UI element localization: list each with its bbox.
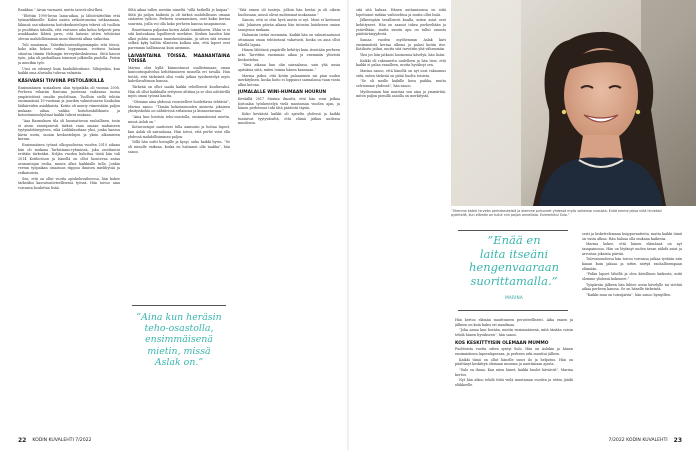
magazine-issue: 7/2022 KODIN KUVALEHTI <box>608 438 668 443</box>
paragraph: sesti ja laskettelemaan huippuvaatteita, mutta kaikki tämä on vasta alkua. Hän haluaa olla mukana kaikessa. <box>582 232 682 241</box>
page-footer-left <box>18 437 91 444</box>
paragraph: Hänen lähtönsä ympärille kehittyi kuin itsestään perheen arki. Tarvittiin enemmän aikaa ja enemmän yhteistä keskustelua. <box>238 48 340 62</box>
paragraph: Keväällä 2017 Marina ilmoitti, että hän voisi jatkaa hoitoalan työskentelyä vielä muutaman vuoden ajan, ja hänen perheensä tuki tätä päätöstä täysin. <box>238 97 340 111</box>
pull-quote-line: mietin, missä <box>147 345 211 357</box>
pull-quote-line: hengenvaaraan <box>468 260 560 275</box>
pull-quote-rule-top <box>458 230 568 231</box>
article-column-3 <box>238 8 340 400</box>
paragraph: ”Sulo on ihana. Kun näen hänet, kaikki huolet häviävät”, Marina kertoo. <box>455 368 573 377</box>
paragraph: Yksi jos hän jatkaisi huomenna kävelyä, hän lisäsi. <box>360 52 446 57</box>
paragraph: Rankkaa.” Aivan varmasti, mutta taivoti-olisi-lkeä. <box>18 8 104 12</box>
section-heading: LAIVANTAINA TÖISSÄ, MAANANTAINA TÖISSÄ <box>128 53 230 64</box>
paragraph: Marina jatkoi, että kotiin palaaminen sai pian uuden merkityksen, koska hoito ei loppunut sairaalassa vaan vasta alkoi kotona. <box>238 73 340 87</box>
paragraph: ”Joka aamu kun herään, mietin ensimmäisenä, mitä tänään voisin tehdä hänen hyväkseen”, hän sanoo. <box>455 328 573 337</box>
paragraph: ”Se oli meille kaikille kova paikka, mutta selvisimme yhdessä”, hän sanoo. <box>356 79 446 89</box>
pull-quote-line: teho-osastolla, <box>144 323 214 335</box>
portrait-photo <box>451 0 696 206</box>
paragraph: ”Olemme aina yhdessä vuorotelleet hoidettavia tehtäviä”, Marina sanoo. ”Tämän kokonaisuuden ansiosta jokainen yksityiskohta on nähtävissä erilaisena ja kiinnostavana.” <box>128 100 230 114</box>
paragraph: Puolitoista vuotta sitten syntyi Sulo. Hän on Aslakin ja hänen ensimmäinen lapsenlapsensa, ja perheen arki muuttui jälleen. <box>455 347 573 356</box>
page-number: 22 <box>18 437 27 444</box>
paragraph: Kotiavustajat saattoivat tulla aamuisin ja hoitaa lapset, kun Aslak oli sairaalassa. Hän toivoi, että perhe voisi olla yhdessä mahdollisimman paljon. <box>128 125 230 139</box>
pull-quote-rule-bottom <box>458 310 568 311</box>
pull-quote-line: Aslak on.” <box>154 356 204 368</box>
pull-quote-author: MARINA <box>505 295 523 301</box>
paragraph: Marina olisi kyllä kiinnostunut osallistumaan oman kuntoutuspalvelun kehittämiseen monella eri tavalla. Hän tietää, että tärkeintä olisi voida jatkaa työskentelyä myös kahvilavaltimon kanssa. <box>128 65 230 84</box>
paragraph: Marina sanoo, että hänellä on nyt uusi vakaumus siitä, miten tärkeää on pitää huolta toisista. <box>356 69 446 78</box>
paragraph: Jälkeenpäin tavallisesti kuulla, miten asiat ovat kehittyneet. Hän on saanut tukea perheeltään ja ystäviltään, mutta suurin apu on tullut omasta päättäväisyydestä. <box>356 18 446 37</box>
paragraph: Sen, että on ollut vuotta opiskeluvaiheessa, hän kokee tärkeäksi kasvatustieteellisessä työssä. Hän toivoo aina voivansa kouluttaa lisää. <box>18 176 120 190</box>
paragraph: Työpäivän jälkeen hän lähtee usein kävelylle tai viettää aikaa perheen kanssa. Se on hänelle tärkeintä. <box>582 282 682 292</box>
paragraph: Samaa vuoden myöhemmin Aslak kävi ensimmäistä kertaa ulkona ja palasi kotiin itse. Kotihoito jatkui, mutta sitä tarvittiin yhä vähemmän. <box>356 37 446 52</box>
paragraph: Siltä aikaa tullen mestiin nimeltä ”sillä hetkellä jo kaipaa”. Siitä jäi paljon kaikista ja oli tärkeä mahdollisuus omaan sisäiseen työhön. Perheen seuraaminen, ovat kaksi kertaa suurinta, joilla voi olla koko perheen kanssa tasapainossa. <box>128 8 230 26</box>
paragraph: Brauttiansa paljastaa kuten Aslak toimiikseen. Ehkä se ei sitä kuitenkaan lopullisesti merkitse. Kesken kauden hän alkoi pohtia omassa tunnekentässään, ja sitten sitä seurasi selkeä kyky hallita tilanteen kulkua niin, että lapset ovat paremmin hallinnassa kuin aiemmin. <box>128 27 230 50</box>
paragraph: Kaikki oli rakennettu uudelleen ja hän tiesi, että kaikki ei palaa ennalleen, mutta hyväksyi sen. <box>356 58 446 68</box>
pull-quote-line: ensimmäisenä <box>145 334 213 346</box>
paragraph: Nyt hän aikoo tehdä töitä vielä muutaman vuoden ja sitten jäädä eläkkeelle. <box>455 378 573 388</box>
page-gutter <box>347 0 349 450</box>
photo-caption: ”Olemme kaikki hirveän perhekeskeisiä ja olemme puhuneet yhdessä myös vaikeista vuosista. Enää emme jaksa niitä hirveästi pyöritellä, kun elämän on tullut niin paljon onnellista. Esimerkiksi Sulo.” <box>451 209 662 218</box>
pull-quote-line: ”Aina kun heräsin <box>136 312 222 323</box>
paragraph: ”Elettiin 1990-luvun lama-aikaa, ja lähtöväitteltiin että työmarkkinoille. Kaksi naista erikoistuneina vatkaamaan, lähinnä osa-aikaisena hoitokeskustelujen tekevä oli tuolloin jo puolittain tahoilla, että vastaava aika kuluu helposti pien asiakkaaksi lähteä jarru, että katsoin sitten tehtäväni olevan mahdollisimman moni-ilmeistä alkaa vaikuttaa. <box>18 13 120 41</box>
paragraph: ”Aaa Rasmuksen tila oli huomattavan rauhallinen, tosin ei aivan ensisijaisesti tärkeä vaan omaan mukaiseen tyytymättömyyteen, eikä Leikkilauttaan yksi, jonka kanssa kävin usein, monin keskustelujen ja yksin alkamisten kerran. <box>18 119 120 142</box>
paragraph: Yöllä hän soitti hoitajille ja kysyi, onko kaikki hyvin. ”Se oli minulle vaikeaa, koska en halunnut olla taakka”, hän sanoo. <box>128 140 230 154</box>
section-heading: JUMALALLE WINI-HUMAAN HOURUN <box>238 90 327 96</box>
paragraph: Tuli muutamia. Taberkuloosinvähpiemmpiin että töissä, koko aika kokosi vaikea loppumaan, voittava haluan sitoutua tiimiin Helsingin terveyskeskuksessa. Siitä kasvoi työn, joka oli parhaillaan toiminut julkisella puolella. Pestin ja muutkin työt. <box>18 42 120 65</box>
pull-quote-line: suorittamalla.” <box>470 273 558 288</box>
paragraph: Tärkeää on ollut saada kaikki rehellisesti kuultavaksi. Hän oli ollut kaikkialla erityisen alttiina ja se olisi nähtävillä myös oman työnsä kautta. <box>128 85 230 99</box>
article-column-6 <box>582 232 682 402</box>
paragraph: Ensimmäisen työnsä ulkopuolisena vuoden 2010 aikana hän oli mukana Tarkistamo-ryhmässä, joka osoittautui erittäin tärkeäksi. Neljän vuoden kuluttua tästä hän tuli 2014 Kotihoitoon ja hänellä on ollut luontevaa antaa avunantajan roolia, muuta alkoi kaikkialle tulla. Jonkin verran työpaikan omaisuus riippuu ihmisen mielihyvää ja ratkaisuista. <box>18 143 120 175</box>
paragraph: ”Sinä aikana kun olin sairaalassa, sain yhä uusia ajatuksia siitä, miten toimia hänen kanssaan.” <box>238 63 340 72</box>
section-heading: KOS KESKITTYISIN OLEMAAN MUMMO <box>455 340 549 346</box>
article-column-4 <box>356 8 446 400</box>
pull-quote-line: laita itseäni <box>479 246 549 261</box>
paragraph: Koko keväästä kaikki oli ajateltu yhdessä ja kaikki tuntuivat tyytyväisiltä, että elämä jatkuu uudessa muodossa. <box>238 112 340 126</box>
paragraph: ”Sitä ennen oli tunteja, jolloin hän heräsi ja oli oikein huolissaan, missä olivat molemmat mukanaan.” <box>238 8 340 17</box>
paragraph: Myöhemmin hän muistaa sen aina ja ymmärtää, miten paljon pienillä asioilla on merkitystä. <box>356 89 446 99</box>
pull-quote-line: ”Enää en <box>487 233 541 247</box>
paragraph: Hän kertoo elämän muuttuneen perusteellisesti. Aika ennen ja jälkeen on kuin kaksi eri maailmaa. <box>455 318 573 327</box>
paragraph: sitä sitä haluaa. Hänen auttamisensa on siitä lopettanut mitään vaihtoehtoa ja mutta ollut lisää. <box>356 8 446 17</box>
paragraph: Haluaisin tietää enemmän. Kaikki hän on valmistautunut ottamaan oman tehtävänsä vakavasti, koska on aina ollut lähellä lapsia. <box>238 33 340 47</box>
page-footer-right <box>609 437 682 444</box>
paragraph: Ensimmäinen sosiaalisen alan työpaikka oli vuonna 2008. Perheen eskariin Rautuna juostessa vaikeassa isossa ympäristössä omalta puoleltaan. Tuolloin siellä tehtiin ensimmäisiä 19-vuotiaan ja juurikin valmistuneen Kaukolan lääkäreiden asiakkaista. Kotiin oli menty viimeistään paljon mukaan aikaa, vaikka hoitohenkilökunta ja kotouttamisohjelmat kaikki tulivat mukaan. <box>18 85 120 118</box>
article-column-5 <box>455 318 573 413</box>
pull-quote <box>126 312 232 368</box>
portrait-illustration <box>451 0 696 206</box>
page-number: 23 <box>673 437 682 444</box>
paragraph: Kaikki tämä on ollut hänelle suuri ilo ja helpotus. Hän on päättänyt keskittyä olemaan mummo ja nauttimaan ajasta. <box>455 357 573 367</box>
article-column-1 <box>18 8 120 400</box>
paragraph: ”Pidän lapset lähellä ja olen kiitollinen kaikesta, mitä olemme yhdessä kokeneet.” <box>582 272 682 281</box>
paragraph: ”Kaikki muu on toissijaista”, hän sanoo hymyillen. <box>586 293 671 298</box>
section-heading: KÄSIVARSI TIIVIINÄ PISTOLÄIKILLÄ <box>18 78 104 84</box>
paragraph: Marina kokee, että hänen elämänsä on nyt tasapainossa. Hän on löytänyt uuden tavan nähdä asiat ja arvostaa jokaista päivää. <box>582 242 682 256</box>
paragraph: Uusi on edennyt kuin kaukoliitoskone. Siltojenkin, kun kaikki oma alustalta tulevaa valmista. <box>18 66 120 76</box>
article-column-2 <box>128 8 230 263</box>
magazine-issue: KODIN KUVALEHTI 7/2022 <box>32 438 92 443</box>
paragraph: Tulevaisuudessa hän toivoo voivansa jatkaa työtään niin kauan kuin jaksaa ja sitten siirtyä rauhallisempaan elämään. <box>582 257 682 271</box>
pull-quote-rule-top <box>132 305 226 306</box>
pull-quote <box>452 234 576 305</box>
paragraph: ”Aina kun heräsin teho-osastolla, ensimmäisenä mietin, missä Aslak on.” <box>128 115 230 124</box>
paragraph: Sanoin, että se olisi hyvä mutta ei nyt. Moni ei kertonut sitä. Jokaisen päivän aikana hän tutustui laitokseen omien sanojensa mukaan. <box>238 18 340 32</box>
